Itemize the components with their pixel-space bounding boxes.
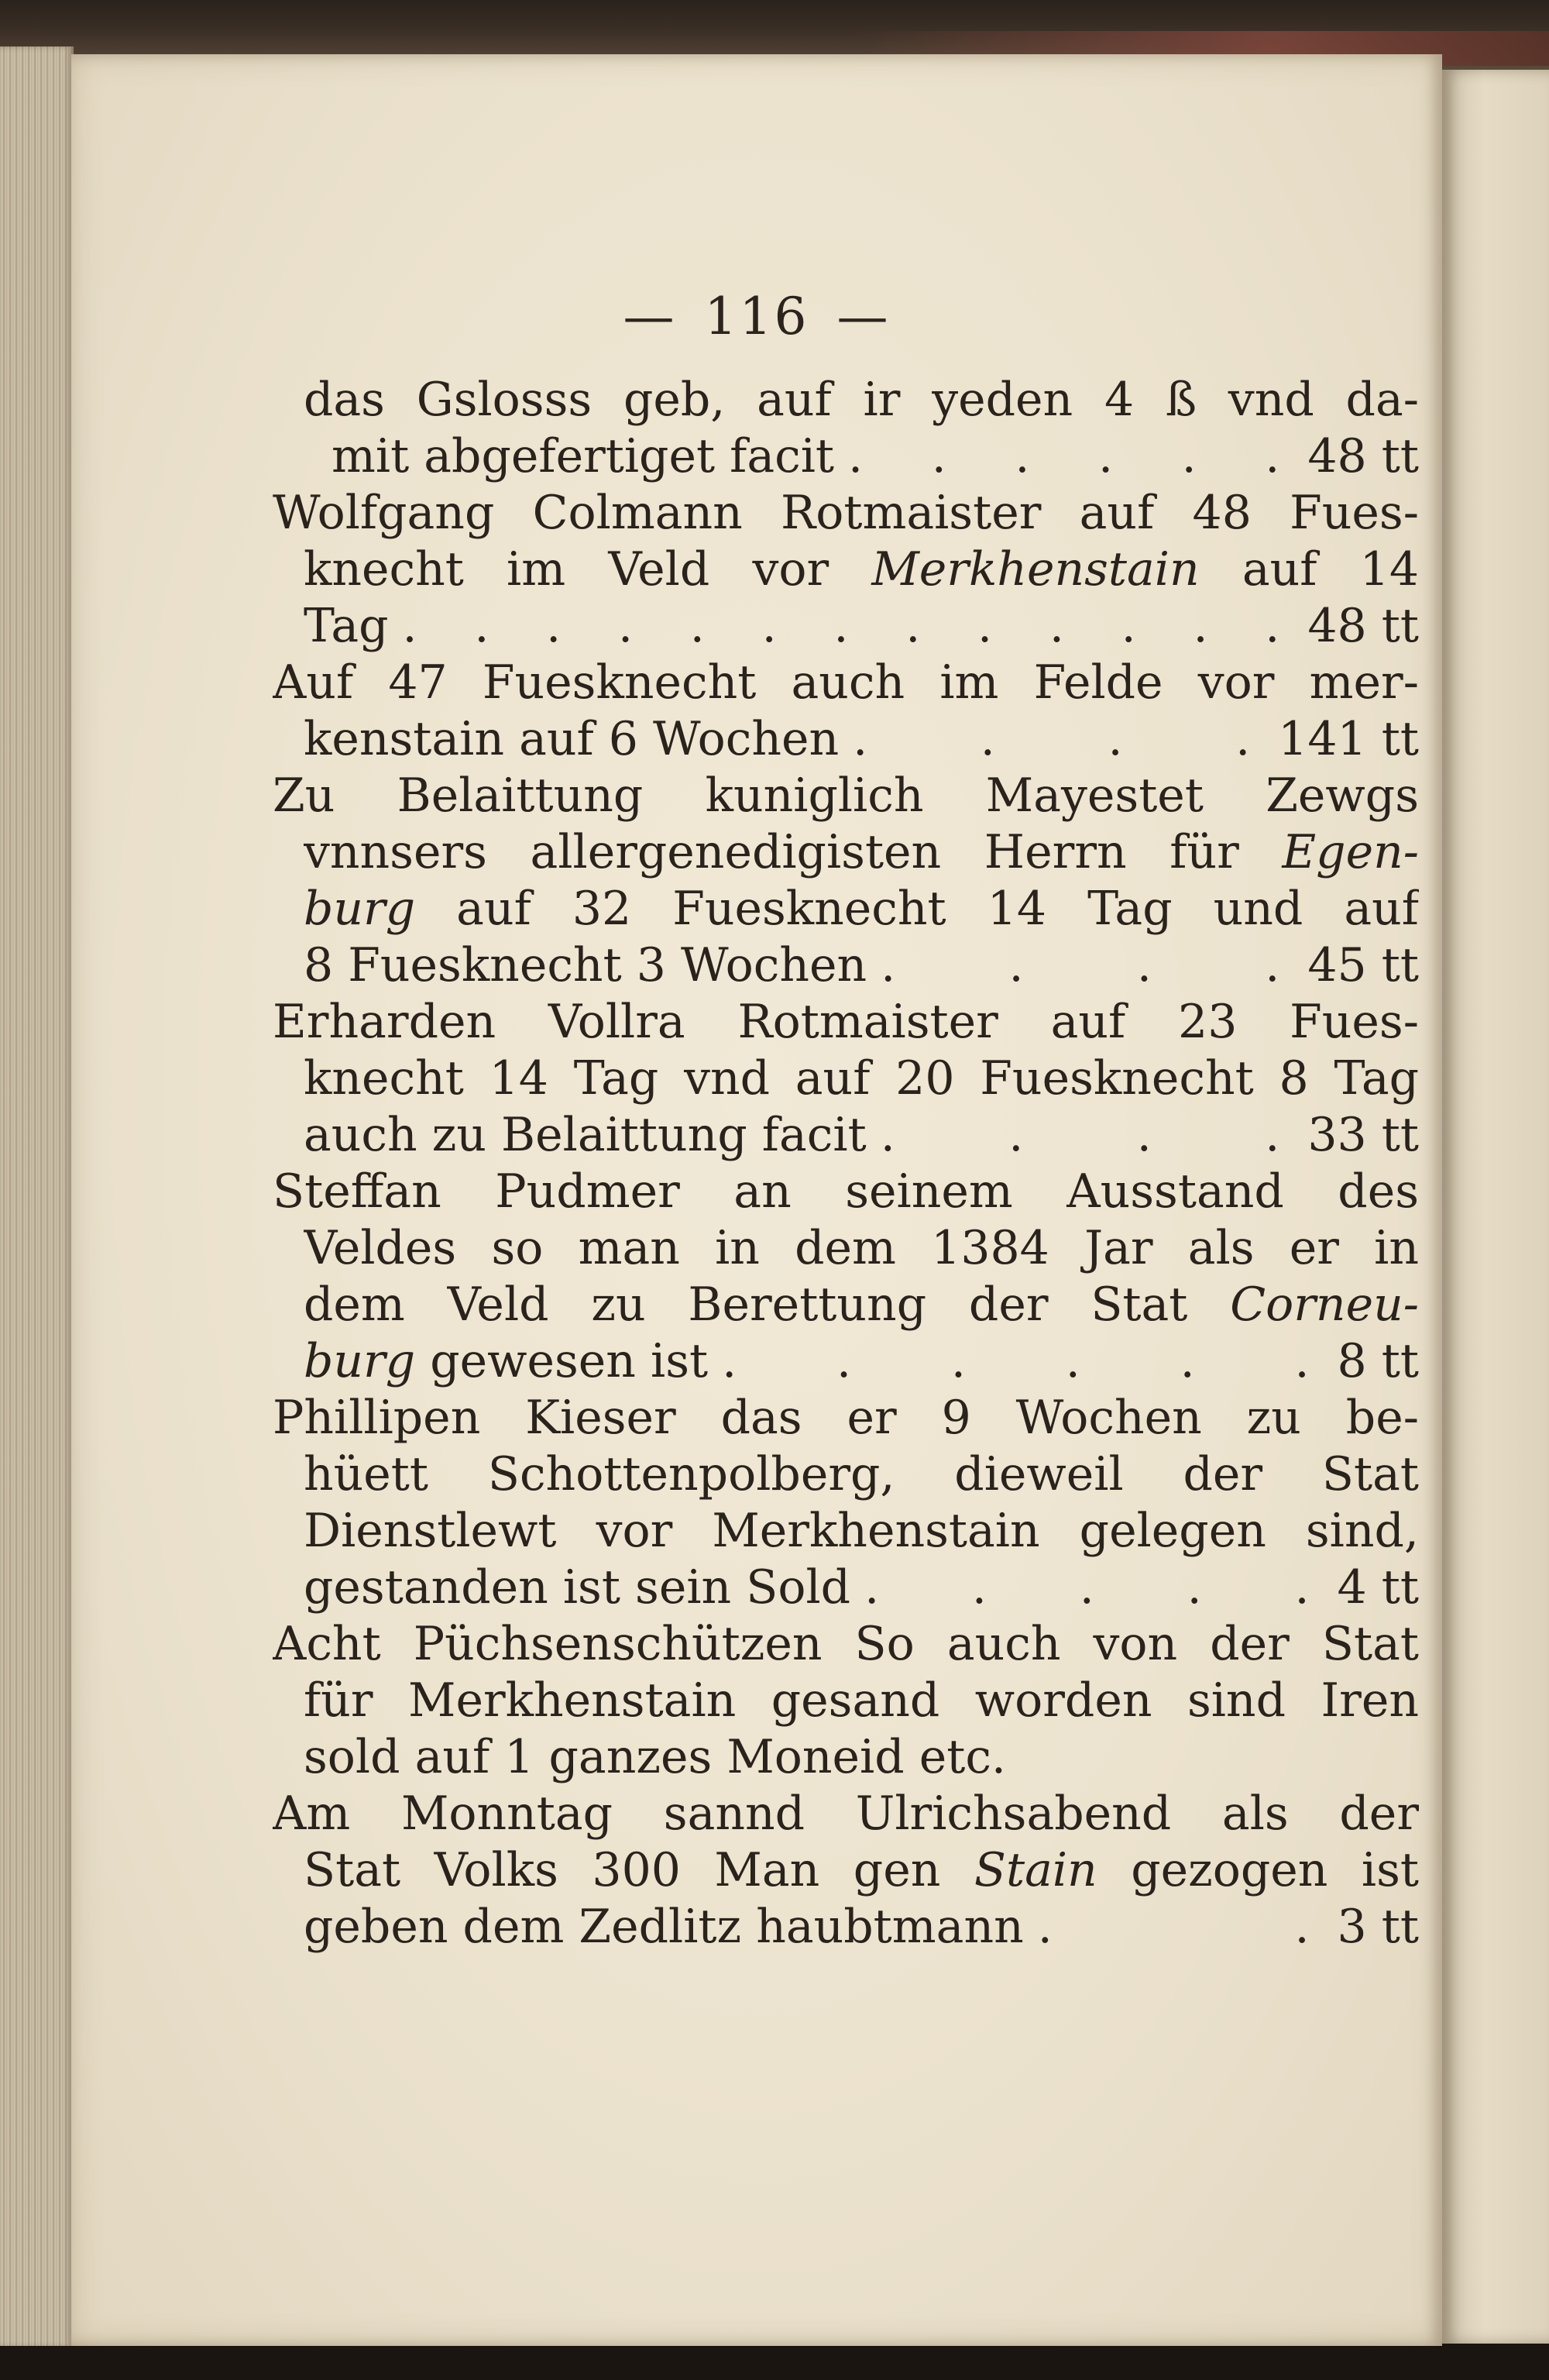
text-line: Acht Püchsenschützen So auch von der Stat [273,1617,1419,1671]
page-number: 116 [704,287,809,346]
text-line: Dienstlewt vor Merkhenstain gelegen sind, [304,1504,1419,1558]
text-line: knecht 14 Tag vnd auf 20 Fuesknecht 8 Tag [304,1051,1419,1106]
text-line: Phillipen Kieser das er 9 Wochen zu be- [273,1391,1419,1445]
facing-page-edge [1441,70,1549,2344]
text-line: Steffan Pudmer an seinem Ausstand des [273,1164,1419,1219]
text-line: auch zu Belaittung facit . . . . 33 tt [304,1108,1419,1162]
text-line: knecht im Veld vor Merkhenstain auf 14 [304,542,1419,597]
text-line: Stat Volks 300 Man gen Stain gezogen ist [304,1843,1419,1897]
amount: 4 tt [1337,1560,1419,1615]
text-line: burg auf 32 Fuesknecht 14 Tag und auf [304,882,1419,936]
page-edges-left [0,46,74,2347]
text-line: Erharden Vollra Rotmaister auf 23 Fues- [273,995,1419,1049]
text-line: mit abgefertiget facit . . . . . . 48 tt [331,429,1419,483]
text-line: vnnsers allergenedigisten Herrn für Egen- [304,825,1419,879]
text-line: Auf 47 Fuesknecht auch im Felde vor mer- [273,655,1419,710]
amount: 45 tt [1307,938,1419,992]
book-page [71,54,1442,2346]
text-line: dem Veld zu Berettung der Stat Corneu- [304,1278,1419,1332]
header-dash-left: — [623,287,677,346]
text-line: burg gewesen ist . . . . . . 8 tt [304,1334,1419,1388]
text-line: sold auf 1 ganzes Moneid etc. [304,1730,1007,1784]
text-line: Zu Belaittung kuniglich Mayestet Zewgs [273,769,1419,823]
amount: 3 tt [1337,1900,1419,1954]
text-line: geben dem Zedlitz haubtmann . . 3 tt [304,1900,1419,1954]
header-dash-right: — [836,287,891,346]
amount: 48 tt [1307,429,1419,483]
book-binding-bottom [0,2346,1549,2380]
amount: 8 tt [1337,1334,1419,1388]
text-line: Tag . . . . . . . . . . . . . 48 tt [304,599,1419,653]
text-line: für Merkhenstain gesand worden sind Iren [304,1673,1419,1728]
text-line: gestanden ist sein Sold . . . . . 4 tt [304,1560,1419,1615]
text-line: Wolfgang Colmann Rotmaister auf 48 Fues- [273,486,1419,540]
text-line: kenstain auf 6 Wochen . . . . 141 tt [304,712,1419,766]
text-line: 8 Fuesknecht 3 Wochen . . . . 45 tt [304,938,1419,992]
amount: 141 tt [1278,712,1419,766]
amount: 33 tt [1307,1108,1419,1162]
text-line: Am Monntag sannd Ulrichsabend als der [273,1787,1419,1841]
text-line: hüett Schottenpolberg, dieweil der Stat [304,1447,1419,1501]
page-body-text [273,372,1419,1955]
text-line: das Gslosss geb, auf ir yeden 4 ß vnd da- [304,373,1419,427]
amount: 48 tt [1307,599,1419,653]
text-line: Veldes so man in dem 1384 Jar als er in [304,1221,1419,1275]
page-header [71,287,1442,346]
